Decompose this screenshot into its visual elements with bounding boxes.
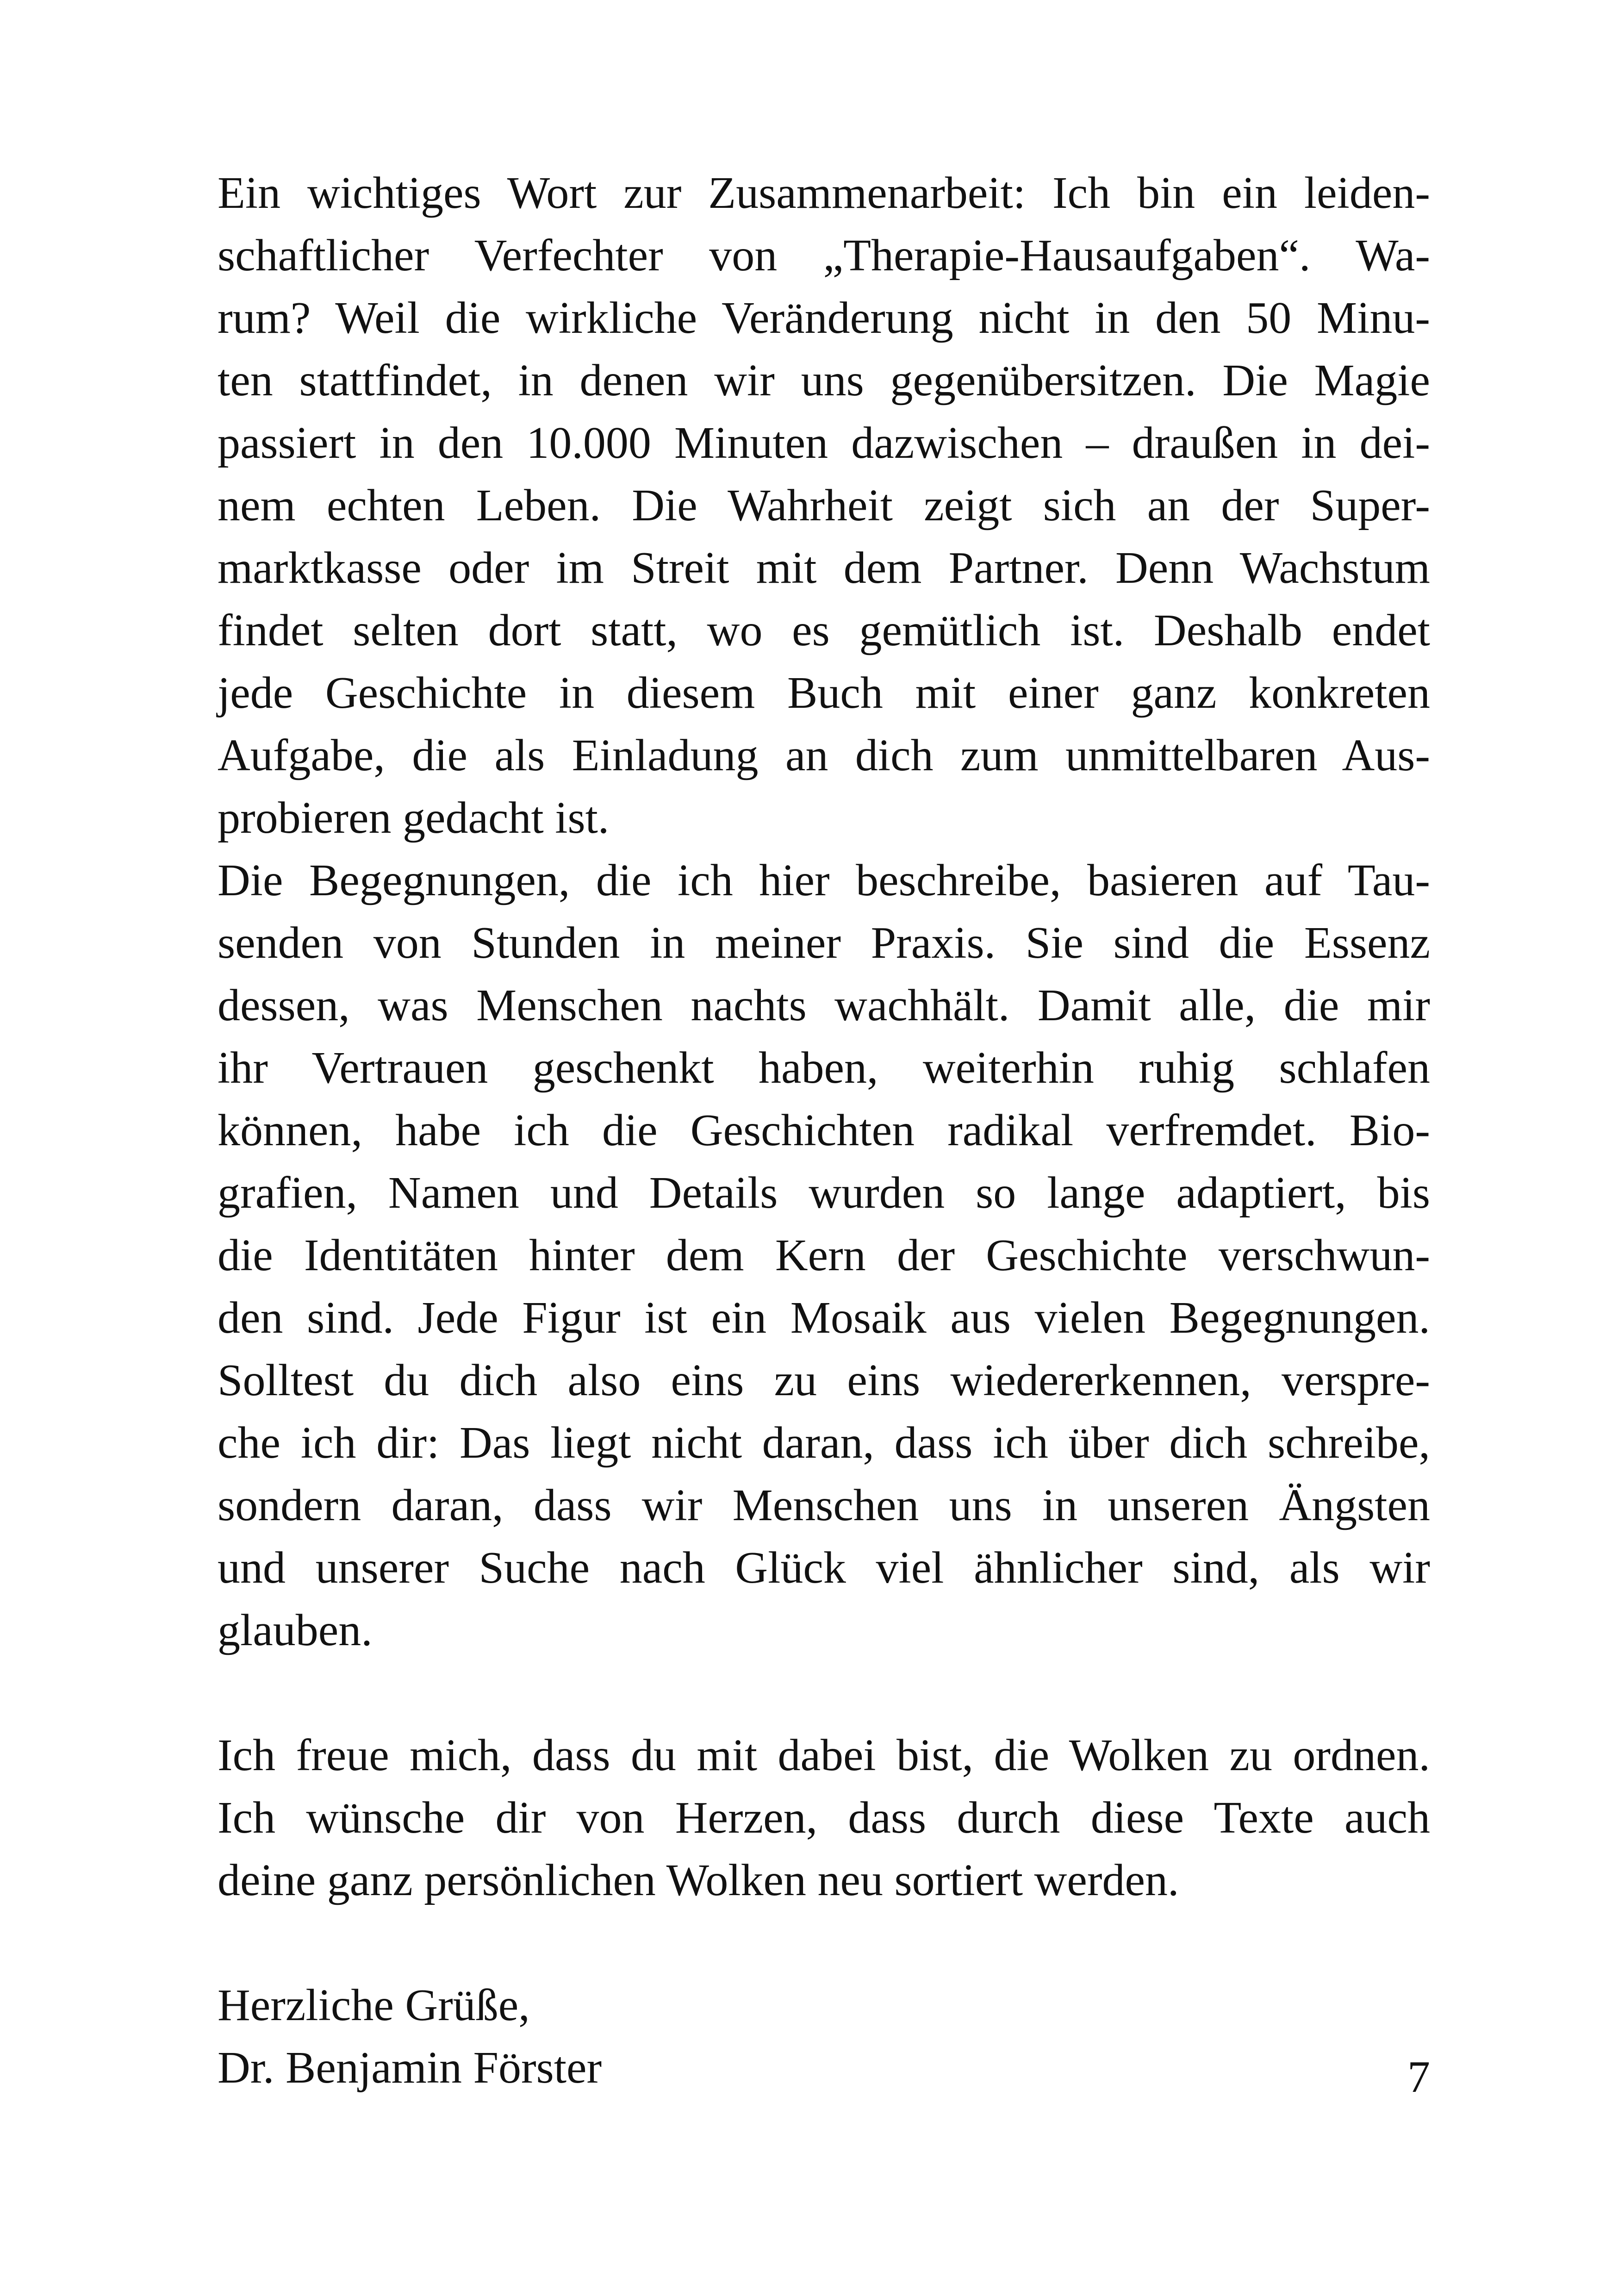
text-line: findet selten dort statt, wo es gemütlich ist. Deshalb endet bbox=[218, 605, 1430, 655]
text-line: Ich freue mich, dass du mit dabei bist, die Wolken zu ordnen. bbox=[218, 1730, 1430, 1780]
text-line: Ein wichtiges Wort zur Zusammenarbeit: Ich bin ein leiden- bbox=[218, 168, 1430, 218]
text-line: nem echten Leben. Die Wahrheit zeigt sich an der Super- bbox=[218, 480, 1430, 530]
text-line: deine ganz persönlichen Wolken neu sortiert werden. bbox=[218, 1855, 1179, 1905]
text-line: die Identitäten hinter dem Kern der Geschichte verschwun- bbox=[218, 1230, 1430, 1280]
text-line: glauben. bbox=[218, 1605, 373, 1655]
closing-greeting: Herzliche Grüße, bbox=[218, 1980, 530, 2030]
page-number: 7 bbox=[1407, 2052, 1430, 2102]
paragraph-gap bbox=[218, 1912, 1430, 1974]
text-line: passiert in den 10.000 Minuten dazwischen – draußen in dei- bbox=[218, 418, 1430, 468]
text-line: Die Begegnungen, die ich hier beschreibe, basieren auf Tau- bbox=[218, 855, 1430, 905]
author-signature: Dr. Benjamin Förster bbox=[218, 2043, 602, 2093]
text-line: marktkasse oder im Streit mit dem Partner. Denn Wachstum bbox=[218, 543, 1430, 593]
text-line: probieren gedacht ist. bbox=[218, 793, 610, 843]
text-line: sondern daran, dass wir Menschen uns in unseren Ängsten bbox=[218, 1480, 1430, 1530]
text-line: grafien, Namen und Details wurden so lange adaptiert, bis bbox=[218, 1168, 1430, 1218]
text-line: und unserer Suche nach Glück viel ähnlicher sind, als wir bbox=[218, 1543, 1430, 1593]
text-line: schaftlicher Verfechter von „Therapie-Hausaufgaben“. Wa- bbox=[218, 231, 1430, 281]
text-line: Aufgabe, die als Einladung an dich zum unmittelbaren Aus- bbox=[218, 730, 1430, 780]
text-line: che ich dir: Das liegt nicht daran, dass ich über dich schreibe, bbox=[218, 1418, 1430, 1468]
text-line: Ich wünsche dir von Herzen, dass durch diese Texte auch bbox=[218, 1793, 1430, 1843]
text-line: senden von Stunden in meiner Praxis. Sie sind die Essenz bbox=[218, 918, 1430, 968]
text-line: Solltest du dich also eins zu eins wiedererkennen, verspre- bbox=[218, 1355, 1430, 1405]
text-line: rum? Weil die wirkliche Veränderung nicht in den 50 Minu- bbox=[218, 293, 1430, 343]
body-text bbox=[218, 162, 1430, 2099]
text-line: können, habe ich die Geschichten radikal verfremdet. Bio- bbox=[218, 1105, 1430, 1155]
text-line: dessen, was Menschen nachts wachhält. Damit alle, die mir bbox=[218, 980, 1430, 1030]
text-line: den sind. Jede Figur ist ein Mosaik aus vielen Begegnungen. bbox=[218, 1293, 1430, 1343]
paragraph-gap bbox=[218, 1662, 1430, 1724]
text-line: ihr Vertrauen geschenkt haben, weiterhin ruhig schlafen bbox=[218, 1043, 1430, 1093]
text-line: ten stattfindet, in denen wir uns gegenübersitzen. Die Magie bbox=[218, 356, 1430, 406]
text-line: jede Geschichte in diesem Buch mit einer ganz konkreten bbox=[218, 668, 1430, 718]
